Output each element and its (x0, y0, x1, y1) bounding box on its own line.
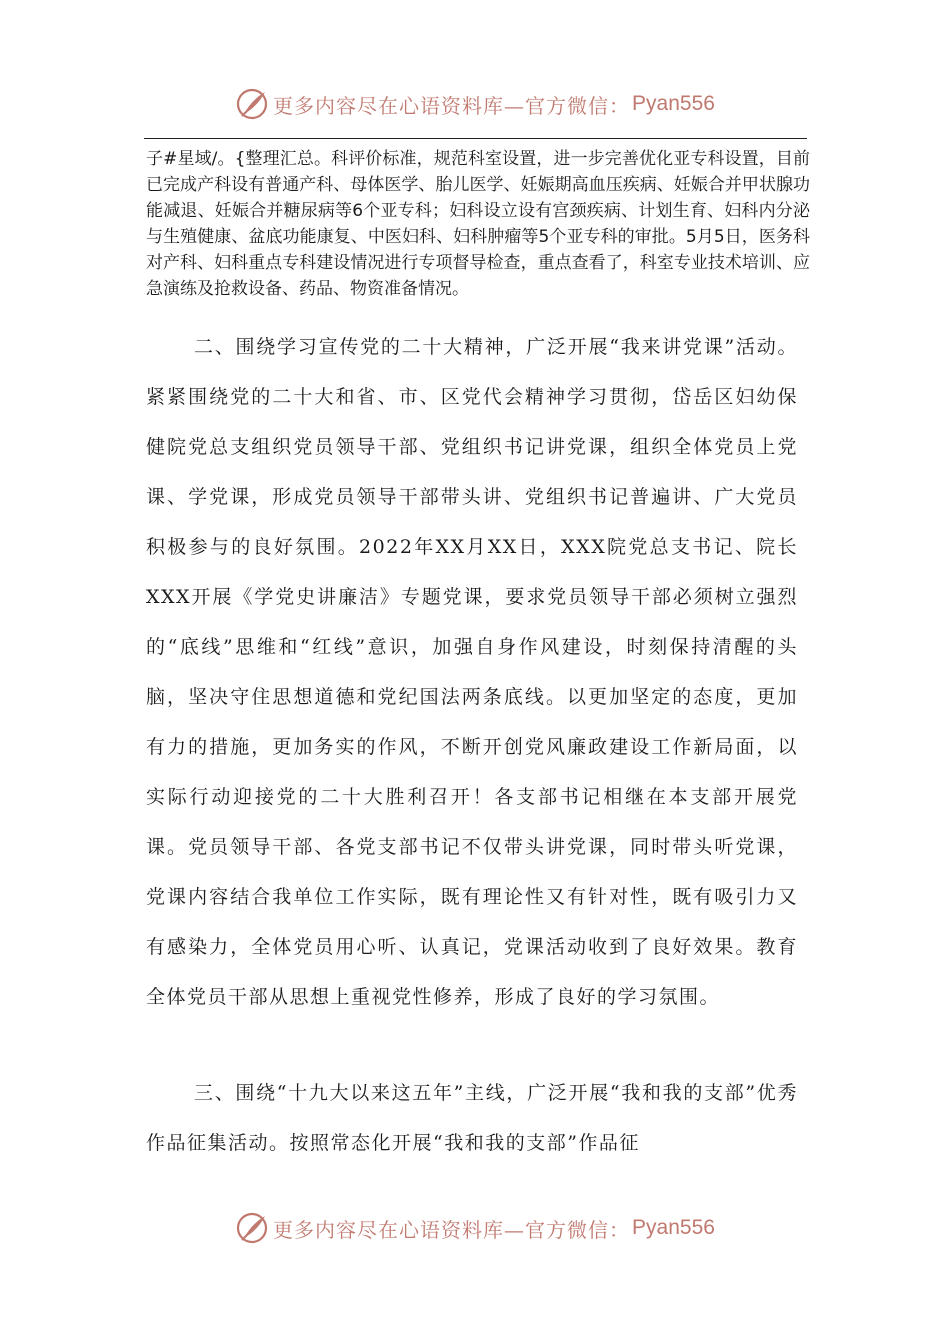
paragraph-1: 子#星域/。{整理汇总。科评价标准，规范科室设置，进一步完善优化亚专科设置，目前已完成产科设有普通产科、母体医学、胎儿医学、妊娠期高血压疾病、妊娠合并甲状腺功能减退、妊娠合并糖尿病等6个亚专科；妇科设立设有宫颈疾病、计划生育、妇科内分泌与生殖健康、盆底功能康复、中医妇科、妇科肿瘤等5个亚专科的审批。5月5日，医务科对产科、妇科重点专科建设情况进行专项督导检查，重点查看了，科室专业技术培训、应急演练及抢救设备、药品、物资准备情况。 (146, 149, 810, 299)
footer-banner-text: 更多内容尽在心语资料库—官方微信： (273, 1217, 631, 1242)
paragraph-2: 二、围绕学习宣传党的二十大精神，广泛开展“我来讲党课”活动。紧紧围绕党的二十大和省、市、区党代会精神学习贯彻，岱岳区妇幼保健院党总支组织党员领导干部、党组织书记讲党课，组织全体党员上党课、学党课，形成党员领导干部带头讲、党组织书记普遍讲、广大党员积极参与的良好氛围。2022年XX月XX日，XXX院党总支书记、院长XXX开展《学党史讲廉洁》专题党课，要求党员领导干部必须树立强烈的“底线”思维和“红线”意识，加强自身作风建设，时刻保持清醒的头脑，坚决守住思想道德和党纪国法两条底线。以更加坚定的态度，更加有力的措施，更加务实的作风，不断开创党风廉政建设工作新局面，以实际行动迎接党的二十大胜利召开！各支部书记相继在本支部开展党课。党员领导干部、各党支部书记不仅带头讲党课，同时带头听党课，党课内容结合我单位工作实际，既有理论性又有针对性，既有吸引力又有感染力，全体党员用心听、认真记，党课活动收到了良好效果。教育全体党员干部从思想上重视党性修养，形成了良好的学习氛围。 (146, 336, 798, 1008)
footer-banner (0, 1208, 950, 1248)
header-banner (0, 84, 950, 124)
header-wechat-id: Pyan556 (632, 92, 715, 115)
paragraph-3: 三、围绕“十九大以来这五年”主线，广泛开展“我和我的支部”优秀作品征集活动。按照常态化开展“我和我的支部”作品征 (146, 1082, 798, 1154)
header-divider (144, 138, 807, 139)
header-banner-text: 更多内容尽在心语资料库—官方微信： (273, 93, 631, 118)
footer-wechat-id: Pyan556 (632, 1216, 715, 1239)
feather-pen-logo-icon (235, 87, 269, 121)
feather-pen-logo-icon (235, 1211, 269, 1245)
